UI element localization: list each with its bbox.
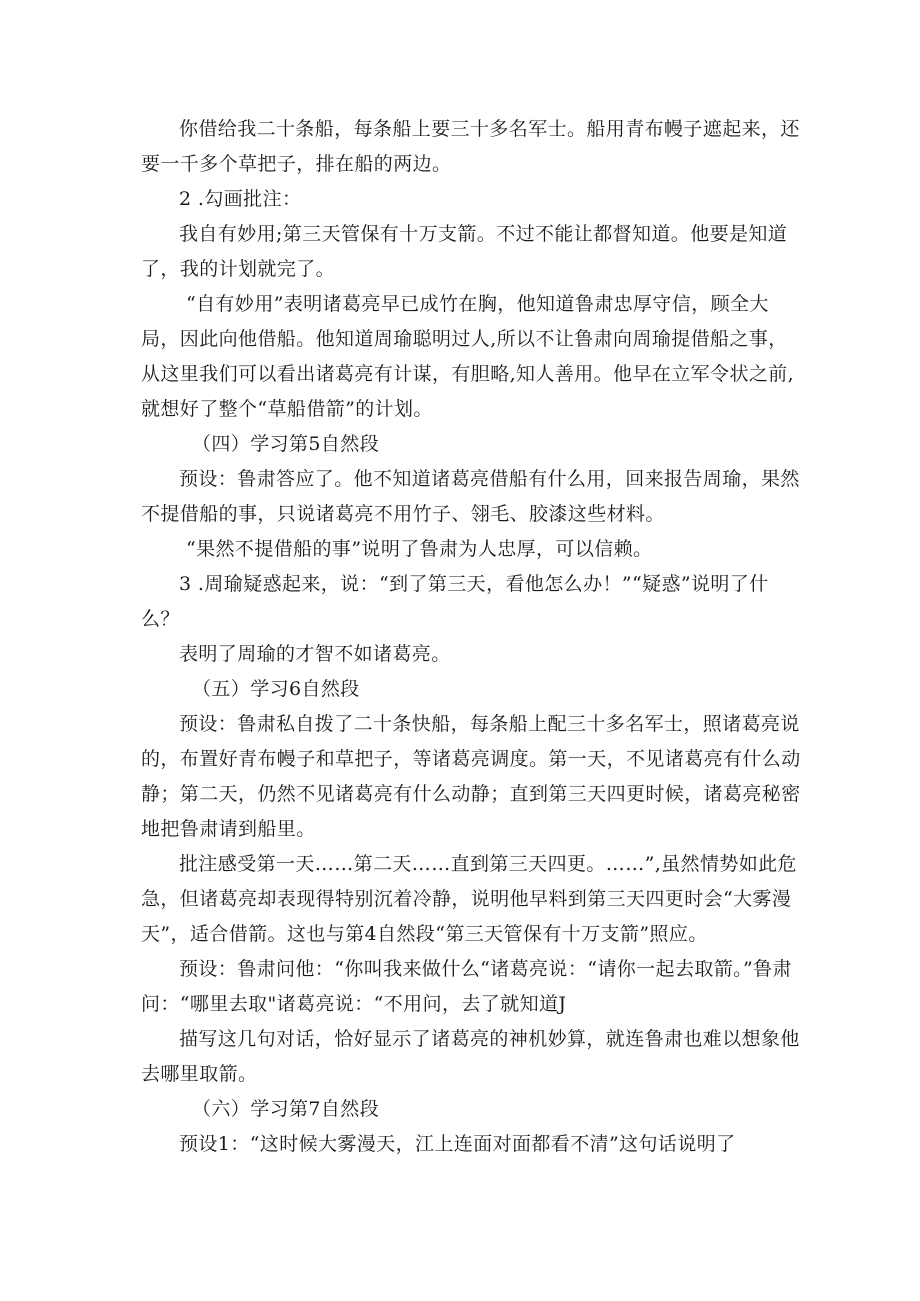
paragraph-annotation-heading: 2 .勾画批注： — [179, 188, 302, 210]
section-heading-6: （六）学习第7自然段 — [192, 1098, 380, 1120]
paragraph-preset-boats: 预设：鲁肃私自拨了二十条快船，每条船上配三十多名军士，照诸葛亮说的，布置好青布幔子和草把子，等诸葛亮调度。第一天，不见诸葛亮有什么动静；第二天，仍然不见诸葛亮有什么动静；直到第三天四更时候，诸葛亮秘密地把鲁肃请到船里。 — [141, 713, 801, 840]
paragraph-analysis-lusu: “果然不提借船的事”说明了鲁肃为人忠厚，可以信赖。 — [186, 538, 653, 560]
paragraph-analysis-dialogue: 描写这几句对话，恰好显示了诸葛亮的神机妙算，就连鲁肃也难以想象他去哪里取箭。 — [141, 1028, 800, 1085]
paragraph-preset-fog: 预设1：“这时候大雾漫天，江上连面对面都看不清”这句话说明了 — [179, 1133, 736, 1155]
paragraph-analysis-miaoyong: “自有妙用”表明诸葛亮早已成竹在胸，他知道鲁肃忠厚守信，顾全大局，因此向他借船。他知道周瑜聪明过人,所以不让鲁肃向周瑜提借船之事，从这里我们可以看出诸葛亮有计谋，有胆略,知人善用。他早在立军令状之前,就想好了整个“草船借箭”的计划。 — [141, 293, 795, 420]
paragraph-quote-miaoyong: 我自有妙用;第三天管保有十万支箭。不过不能让都督知道。他要是知道了，我的计划就完了。 — [141, 223, 788, 280]
document-body — [141, 112, 801, 1162]
paragraph-borrow-boats: 你借给我二十条船，每条船上要三十多名军士。船用青布幔子遮起来，还要一千多个草把子，排在船的两边。 — [141, 118, 800, 175]
paragraph-preset-dialogue: 预设：鲁肃问他：“你叫我来做什么“诸葛亮说：“请你一起去取箭。”鲁肃问：“哪里去取"诸葛亮说：“不用问，去了就知道J — [141, 958, 792, 1015]
section-heading-5: （五）学习6自然段 — [192, 678, 360, 700]
paragraph-question-zhouyu: 3 .周瑜疑惑起来，说：“到了第三天，看他怎么办！”“疑惑”说明了什么？ — [141, 573, 769, 630]
section-heading-4: （四）学习第5自然段 — [192, 433, 380, 455]
paragraph-annotation-days: 批注感受第一天……第二天……直到第三天四更。……”,虽然情势如此危急，但诸葛亮却表现得特别沉着冷静，说明他早料到第三天四更时会“大雾漫天”，适合借箭。这也与第4自然段“第三天管保有十万支箭”照应。 — [141, 853, 797, 945]
paragraph-preset-lusu-agrees: 预设：鲁肃答应了。他不知道诸葛亮借船有什么用，回来报告周瑜，果然不提借船的事，只说诸葛亮不用竹子、翎毛、胶漆这些材料。 — [141, 468, 800, 525]
paragraph-answer-zhouyu: 表明了周瑜的才智不如诸葛亮。 — [179, 643, 451, 665]
